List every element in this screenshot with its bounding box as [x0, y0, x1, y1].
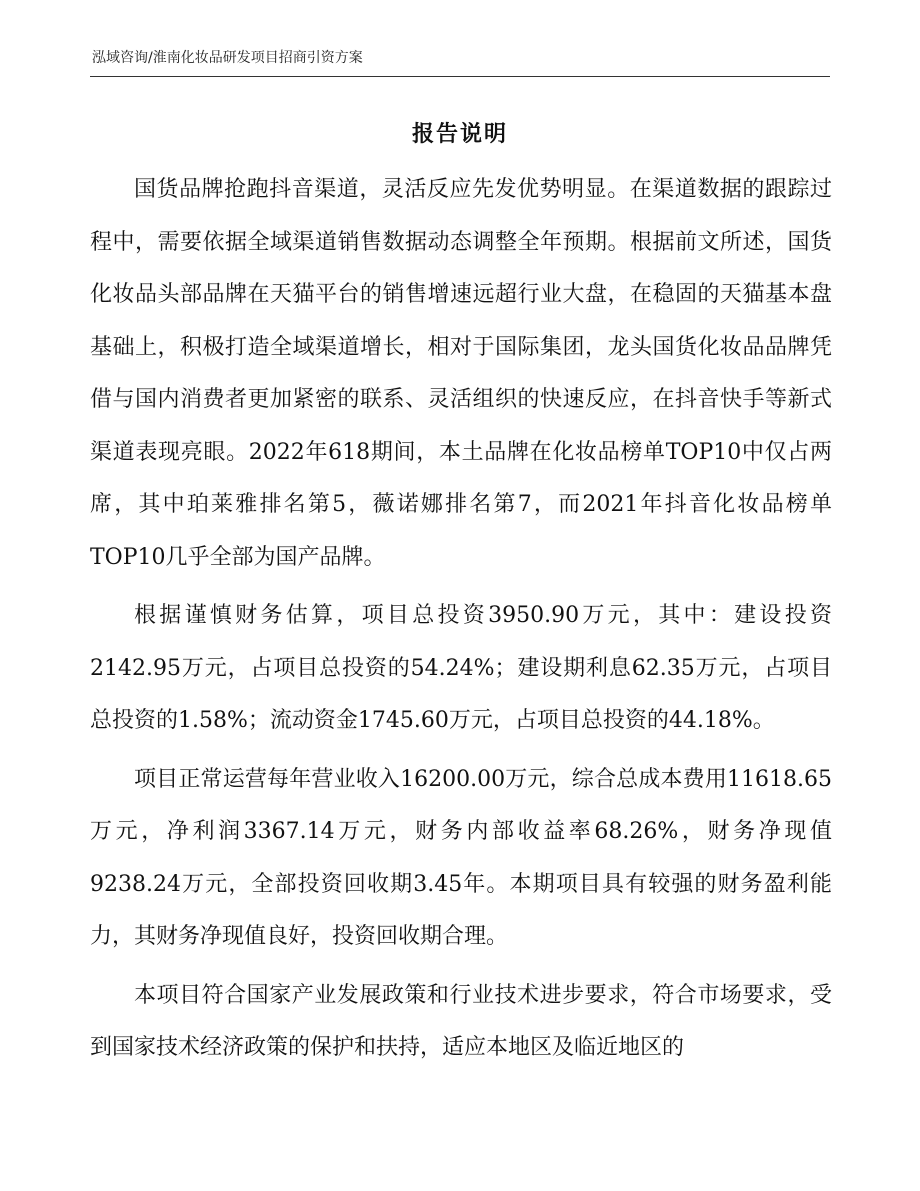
section-title: 报告说明: [411, 122, 508, 147]
paragraph-market: 国货品牌抢跑抖音渠道，灵活反应先发优势明显。在渠道数据的跟踪过程中，需要依据全域渠道销售数据动态调整全年预期。根据前文所述，国货化妆品头部品牌在天猫平台的销售增速远超行业大盘，在稳固的天猫基本盘基础上，积极打造全域渠道增长，相对于国际集团，龙头国货化妆品品牌凭借与国内消费者更加紧密的联系、灵活组织的快速反应，在抖音快手等新式渠道表现亮眼。2022年618期间，本土品牌在化妆品榜单TOP10中仅占两席，其中珀莱雅排名第5，薇诺娜排名第7，而2021年抖音化妆品榜单TOP10几乎全部为国产品牌。: [90, 177, 832, 570]
paragraph-investment: 根据谨慎财务估算，项目总投资3950.90万元，其中：建设投资2142.95万元，占项目总投资的54.24%；建设期利息62.35万元，占项目总投资的1.58%；流动资金1745.60万元，占项目总投资的44.18%。: [90, 603, 832, 733]
report-body: [90, 164, 832, 1079]
header-divider: [90, 76, 830, 77]
running-header: 泓域咨询/淮南化妆品研发项目招商引资方案: [92, 50, 363, 66]
paragraph-revenue: 项目正常运营每年营业收入16200.00万元，综合总成本费用11618.65万元，净利润3367.14万元，财务内部收益率68.26%，财务净现值9238.24万元，全部投资回收期3.45年。本期项目具有较强的财务盈利能力，其财务净现值良好，投资回收期合理。: [90, 766, 832, 949]
paragraph-policy: 本项目符合国家产业发展政策和行业技术进步要求，符合市场要求，受到国家技术经济政策的保护和扶持，适应本地区及临近地区的: [90, 982, 832, 1060]
